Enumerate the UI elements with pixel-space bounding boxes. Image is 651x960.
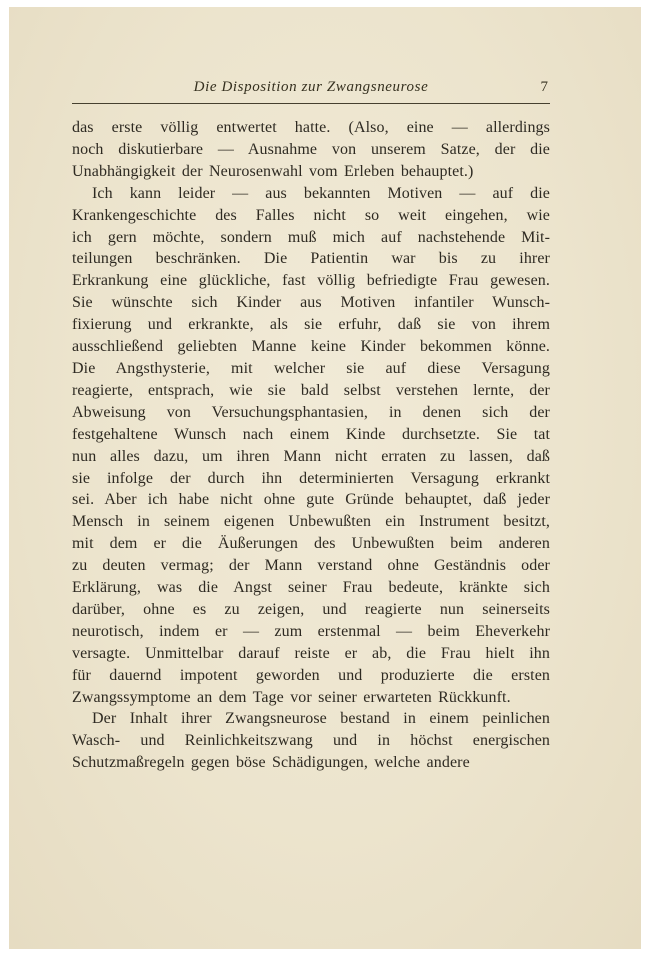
- text-line: Der Inhalt ihrer Zwangsneurose bestand in einem peinlichen: [92, 710, 550, 728]
- text-line: Mensch in seinem eigenen Unbewußten ein Instrument besitzt,: [72, 513, 550, 531]
- text-block: [72, 117, 550, 774]
- text-line: Erkrankung eine glückliche, fast völlig befriedigte Frau gewesen.: [72, 272, 550, 290]
- text-line: nun alles dazu, um ihren Mann nicht erraten zu lassen, daß: [72, 447, 550, 465]
- text-line: Zwangssymptome an dem Tage vor seiner erwarteten Rückkunft.: [72, 688, 511, 706]
- text-line: ich gern möchte, sondern muß mich auf nachstehende Mit-: [72, 228, 550, 246]
- page-number: 7: [540, 79, 548, 95]
- text-line: Unabhängigkeit der Neurosenwahl vom Erleben behauptet.): [72, 162, 474, 180]
- text-line: Erklärung, was die Angst seiner Frau bedeute, kränkte sich: [72, 579, 550, 597]
- text-line: neurotisch, indem er — zum erstenmal — beim Eheverkehr: [72, 622, 550, 640]
- page-surface: [9, 7, 641, 949]
- text-line: teilungen beschränken. Die Patientin war bis zu ihrer: [72, 250, 550, 268]
- text-line: Abweisung von Versuchungsphantasien, in denen sich der: [72, 403, 550, 421]
- text-line: Wasch- und Reinlichkeitszwang und in höchst energischen: [72, 732, 550, 750]
- text-line: versagte. Unmittelbar darauf reiste er ab, die Frau hielt ihn: [72, 644, 550, 662]
- paragraph: [72, 183, 550, 709]
- text-line: festgehaltene Wunsch nach einem Kinde durchsetzte. Sie tat: [72, 425, 550, 443]
- text-line: Krankengeschichte des Falles nicht so weit eingehen, wie: [72, 206, 550, 224]
- running-header-title: Die Disposition zur Zwangsneurose: [193, 79, 429, 95]
- text-line: sei. Aber ich habe nicht ohne gute Gründe behauptet, daß jeder: [72, 491, 550, 509]
- text-line: darüber, ohne es zu zeigen, und reagierte nun seinerseits: [72, 600, 550, 618]
- running-header: [72, 79, 550, 101]
- text-line: für dauernd impotent geworden und produzierte die ersten: [72, 666, 550, 684]
- text-line: Ich kann leider — aus bekannten Motiven — auf die: [92, 184, 550, 202]
- text-line: das erste völlig entwertet hatte. (Also, eine — allerdings: [72, 119, 550, 136]
- header-rule: [72, 103, 550, 104]
- paragraph: [72, 117, 550, 183]
- text-line: reagierte, entsprach, wie sie bald selbst verstehen lernte, der: [72, 381, 550, 399]
- text-line: fixierung und erkrankte, als sie erfuhr, daß sie von ihrem: [72, 316, 550, 334]
- paragraph: [72, 708, 550, 774]
- text-line: ausschließend geliebten Manne keine Kinder bekommen könne.: [72, 338, 550, 356]
- text-line: Die Angsthysterie, mit welcher sie auf diese Versagung: [72, 359, 550, 377]
- text-line: noch diskutierbare — Ausnahme von unserem Satze, der die: [72, 140, 550, 158]
- text-line: Schutzmaßregeln gegen böse Schädigungen, welche andere: [72, 754, 470, 772]
- text-line: sie infolge der durch ihn determinierten Versagung erkrankt: [72, 469, 550, 487]
- text-line: mit dem er die Äußerungen des Unbewußten beim anderen: [72, 535, 550, 553]
- page-content: [72, 79, 550, 774]
- text-line: Sie wünschte sich Kinder aus Motiven infantiler Wunsch-: [72, 294, 550, 312]
- text-line: zu deuten vermag; der Mann verstand ohne Geständnis oder: [72, 557, 550, 575]
